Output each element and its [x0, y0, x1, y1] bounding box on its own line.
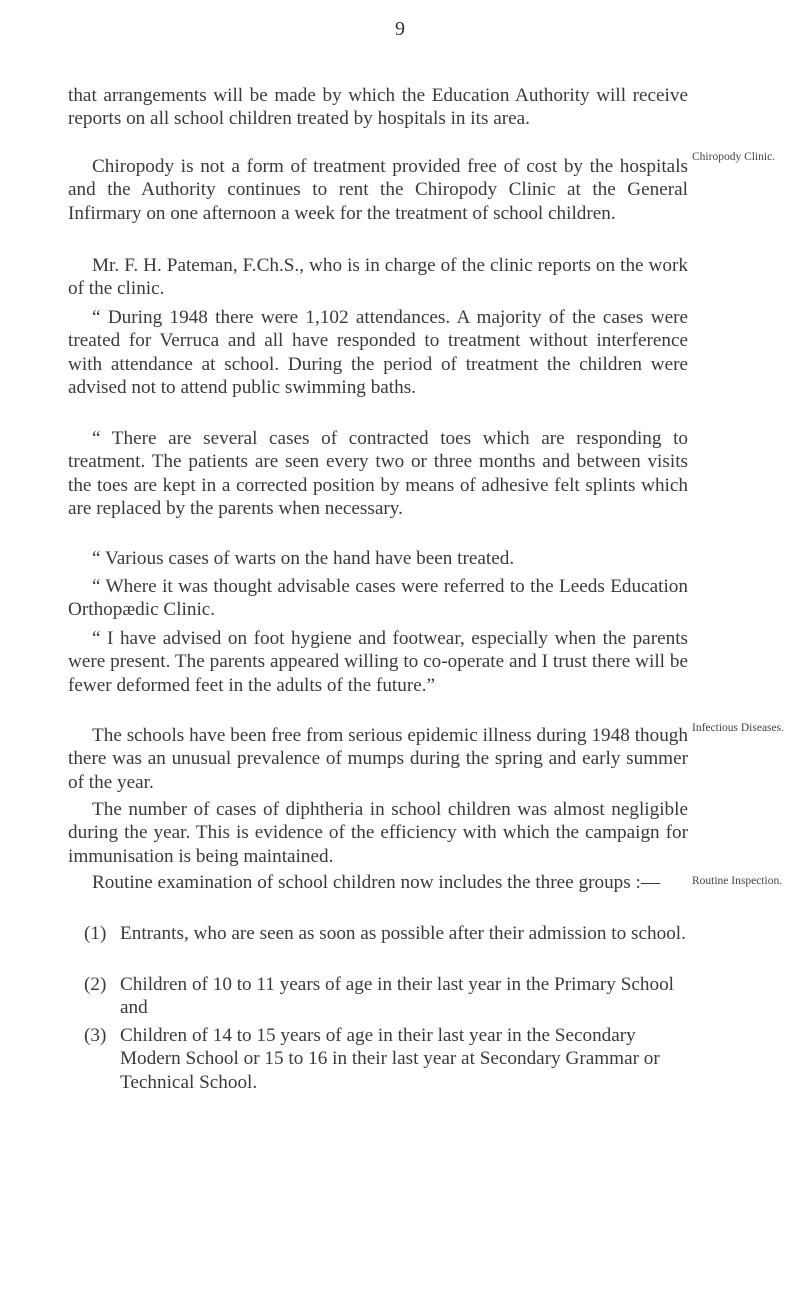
- list-item: [84, 973, 688, 1020]
- list-item: [84, 922, 688, 945]
- paragraph-attendances: [68, 306, 688, 400]
- paragraph-text: Routine examination of school children now includes the three groups :—: [92, 872, 661, 893]
- margin-note-chiropody-clinic: Chiropody Clinic.: [692, 151, 776, 163]
- list-item-number: (2): [84, 974, 107, 995]
- page-number: 9: [395, 18, 405, 40]
- paragraph-warts: [68, 547, 688, 570]
- paragraph-text: “ Various cases of warts on the hand have been treated.: [92, 548, 515, 569]
- list-item-text: Children of 14 to 15 years of age in their last year in the Secondary Modern School or 15 to 16 in their last year at Secondary Grammar or Technical School.: [120, 1025, 660, 1093]
- list-item-number: (3): [84, 1025, 107, 1046]
- paragraph-education-authority-reports: [68, 84, 688, 131]
- paragraph-orthopaedic-referral: [68, 575, 688, 622]
- margin-note-infectious-diseases: Infectious Diseases.: [692, 722, 784, 734]
- paragraph-routine-examination: [68, 871, 688, 894]
- list-item: [84, 1024, 688, 1094]
- paragraph-epidemic-illness: [68, 724, 688, 794]
- paragraph-text: The schools have been free from serious epidemic illness during 1948 though there was an unusual prevalence of mumps during the spring and early summer of the year.: [68, 725, 688, 793]
- paragraph-foot-hygiene: [68, 627, 688, 697]
- paragraph-contracted-toes: [68, 427, 688, 521]
- paragraph-pateman: [68, 254, 688, 301]
- list-item-text: Children of 10 to 11 years of age in their last year in the Primary School and: [120, 974, 674, 1019]
- paragraph-text: that arrangements will be made by which the Education Authority will receive reports on all school children treated by hospitals in its area.: [68, 85, 688, 130]
- paragraph-text: The number of cases of diphtheria in school children was almost negligible during the year. This is evidence of the efficiency with which the campaign for immunisation is being maintained.: [68, 799, 688, 867]
- list-item-number: (1): [84, 923, 107, 944]
- paragraph-chiropody: [68, 155, 688, 225]
- margin-note-routine-inspection: Routine Inspection.: [692, 875, 783, 887]
- paragraph-text: “ During 1948 there were 1,102 attendances. A majority of the cases were treated for Verruca and all have responded to treatment without interference with attendance at school. During the period of treatment the children were advised not to attend public swimming baths.: [68, 307, 688, 399]
- paragraph-diphtheria: [68, 798, 688, 868]
- paragraph-text: “ I have advised on foot hygiene and footwear, especially when the parents were present. The parents appeared willing to co-operate and I trust there will be fewer deformed feet in the adults of the future.”: [68, 628, 688, 696]
- list-item-text: Entrants, who are seen as soon as possible after their admission to school.: [120, 923, 686, 944]
- paragraph-text: Chiropody is not a form of treatment provided free of cost by the hospitals and the Authority continues to rent the Chiropody Clinic at the General Infirmary on one afternoon a week for the treatment of school children.: [68, 156, 688, 224]
- paragraph-text: Mr. F. H. Pateman, F.Ch.S., who is in charge of the clinic reports on the work of the clinic.: [68, 255, 688, 300]
- paragraph-text: “ There are several cases of contracted toes which are responding to treatment. The patients are seen every two or three months and between visits the toes are kept in a corrected position by means of adhesive felt splints which are replaced by the parents when necessary.: [68, 428, 688, 520]
- paragraph-text: “ Where it was thought advisable cases were referred to the Leeds Education Orthopædic Clinic.: [68, 576, 688, 621]
